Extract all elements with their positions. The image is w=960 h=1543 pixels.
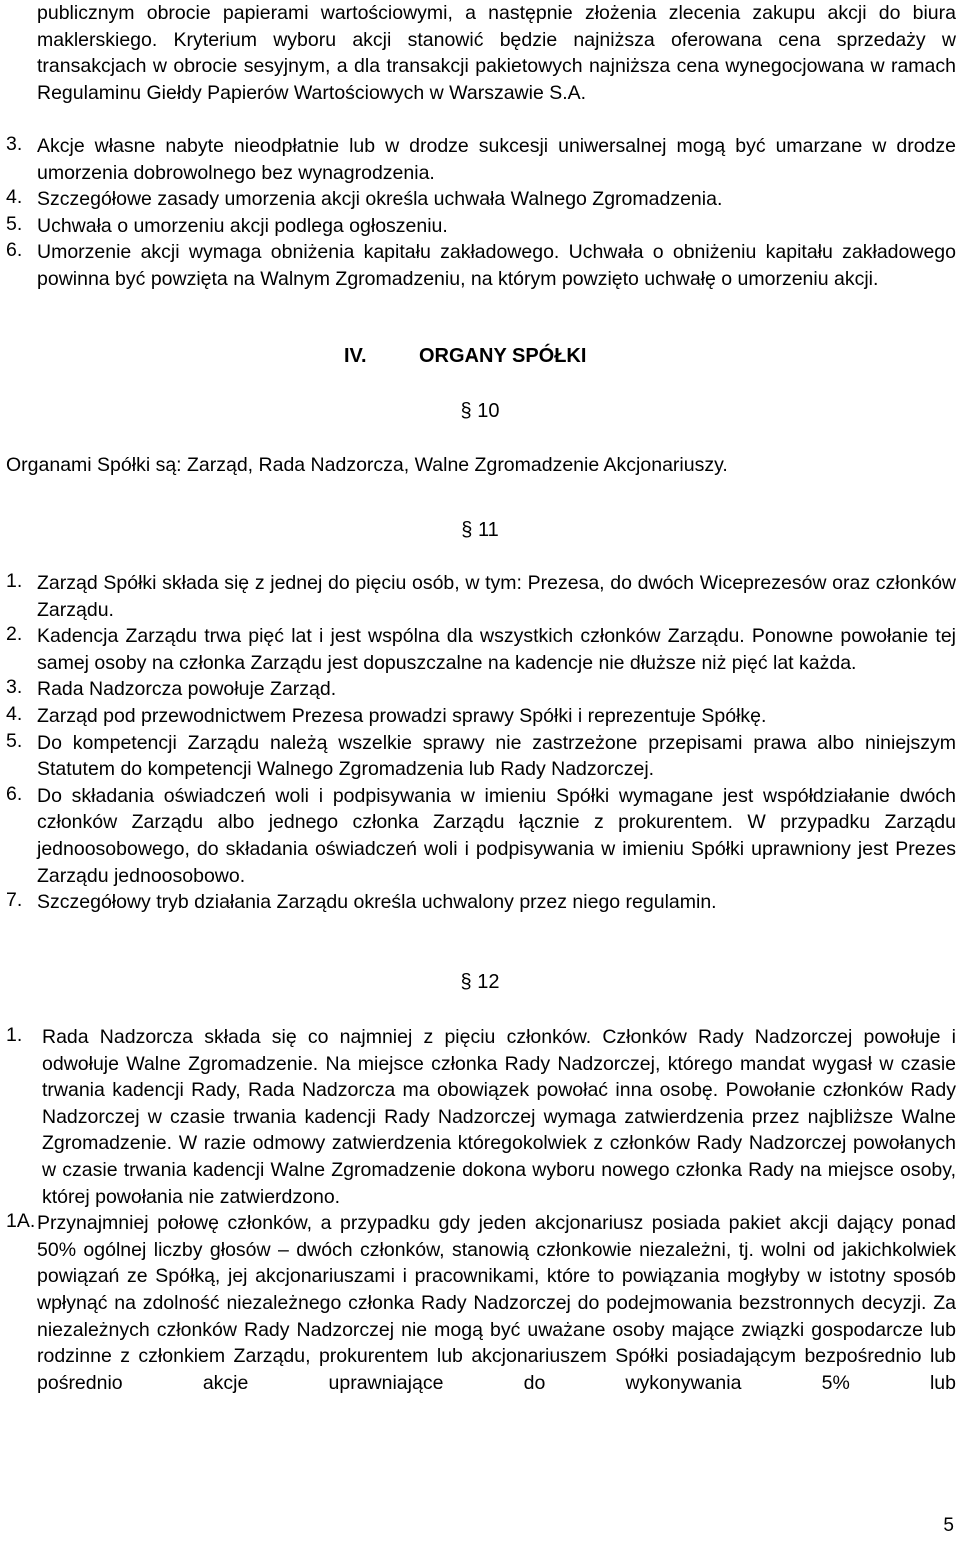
list-item	[6, 133, 956, 186]
item-number: 6.	[6, 239, 23, 262]
item-text: Uchwała o umorzeniu akcji podlega ogłoszeniu.	[37, 214, 448, 237]
chapter-number: IV.	[344, 345, 367, 367]
section3-list	[6, 133, 956, 293]
list-item	[6, 1210, 956, 1396]
item-number: 5.	[6, 212, 23, 235]
item-text: Akcje własne nabyte nieodpłatnie lub w drodze sukcesji uniwersalnej mogą być umarzane w drodze umorzenia dobrowolnego bez wynagrodzenia.	[37, 135, 956, 184]
paragraph-12-label: § 12	[460, 971, 500, 993]
list-item	[6, 570, 956, 623]
list-item	[6, 783, 956, 889]
intro-paragraph	[6, 0, 956, 106]
item-number: 3.	[6, 676, 23, 699]
list-item	[6, 730, 956, 783]
list-item	[6, 1024, 956, 1210]
intro-text: publicznym obrocie papierami wartościowymi, a następnie złożenia zlecenia zakupu akcji do biura maklerskiego. Kryterium wyboru akcji stanowić będzie najniższa oferowana cena sprzedaży w transakcjach w obrocie sesyjnym, a dla transakcji pakietowych najniższa cena wynegocjowana w ramach Regulaminu Giełdy Papierów Wartościowych w Warszawie S.A.	[37, 2, 956, 104]
item-number: 3.	[6, 133, 23, 155]
item-number: 5.	[6, 729, 23, 752]
item-text: Rada Nadzorcza składa się co najmniej z pięciu członków. Członków Rady Nadzorczej powołuje i odwołuje Walne Zgromadzenie. Na miejsce członka Rady Nadzorczej, którego mandat wygasł w czasie trwania kadencji Rady, Rada Nadzorcza ma obowiązek powołać inna osobę. Powołanie członków Rady Nadzorczej w czasie trwania kadencji Rady Nadzorczej wymaga zatwierdzenia przez najbliższe Walne Zgromadzenie. W razie odmowy zatwierdzenia któregokolwiek z członków Rady Nadzorczej powołanych w czasie trwania kadencji Walne Zgromadzenie dokona wyboru nowego członka Rady na miejsce osoby, której powołania nie zatwierdzono.	[42, 1026, 956, 1208]
list-item	[6, 186, 956, 213]
item-text: Szczegółowe zasady umorzenia akcji określa uchwała Walnego Zgromadzenia.	[37, 188, 723, 211]
list-item	[6, 213, 956, 240]
paragraph-10-label: § 10	[460, 400, 500, 422]
paragraph-12-list	[6, 1024, 956, 1396]
item-text: Do składania oświadczeń woli i podpisywania w imieniu Spółki wymagane jest współdziałanie dwóch członków Zarządu albo jednego członka Zarządu łącznie z prokurentem. W przypadku Zarządu jednoosobowego, do składania oświadczeń woli i podpisywania w imieniu Spółki uprawniony jest Prezes Zarządu jednoosobowo.	[37, 784, 956, 887]
item-text: Zarząd pod przewodnictwem Prezesa prowadzi sprawy Spółki i reprezentuje Spółkę.	[37, 704, 767, 727]
item-text: Do kompetencji Zarządu należą wszelkie sprawy nie zastrzeżone przepisami prawa albo niniejszym Statutem do kompetencji Walnego Zgromadzenia lub Rady Nadzorczej.	[37, 731, 956, 781]
item-text: Przynajmniej połowę członków, a przypadku gdy jeden akcjonariusz posiada pakiet akcji dający ponad 50% ogólnej liczby głosów – dwóch członków, stanowią członkowie niezależni, tj. wolni od jakichkolwiek powiązań ze Spółką, jej akcjonariuszami i pracownikami, które to powiązania mogłyby w istotny sposób wpłynąć na zdolność niezależnego członka Rady Nadzorczej do podejmowania bezstronnych decyzji. Za niezależnych członków Rady Nadzorczej nie mogą być uważane osoby mające związki gospodarcze lub rodzinne z członkiem Zarządu, prokurentem lub akcjonariuszem Spółki posiadającym bezpośrednio lub pośrednio akcje uprawniające do wykonywania 5% lub	[37, 1212, 956, 1394]
list-item	[6, 676, 956, 703]
list-item	[6, 889, 956, 916]
item-number: 4.	[6, 186, 23, 209]
item-number: 4.	[6, 702, 23, 725]
item-text: Zarząd Spółki składa się z jednej do pięciu osób, w tym: Prezesa, do dwóch Wiceprezesów oraz członków Zarządu.	[37, 572, 956, 621]
item-text: Kadencja Zarządu trwa pięć lat i jest wspólna dla wszystkich członków Zarządu. Ponowne powołanie tej samej osoby na członka Zarządu jest dopuszczalne na kadencje nie dłuższe niż pięć lat każda.	[37, 625, 956, 674]
list-item	[6, 623, 956, 676]
item-number: 1.	[6, 570, 23, 592]
list-item	[6, 703, 956, 730]
item-text: Szczegółowy tryb działania Zarządu określa uchwalony przez niego regulamin.	[37, 891, 717, 914]
paragraph-10-text: Organami Spółki są: Zarząd, Rada Nadzorcza, Walne Zgromadzenie Akcjonariuszy.	[6, 454, 728, 476]
item-number: 2.	[6, 623, 23, 646]
list-item	[6, 239, 956, 292]
paragraph-11-label: § 11	[461, 519, 499, 541]
item-number: 1A.	[6, 1210, 36, 1233]
chapter-title: ORGANY SPÓŁKI	[419, 345, 587, 367]
paragraph-11-list	[6, 570, 956, 916]
item-number: 1.	[6, 1024, 23, 1046]
item-text: Umorzenie akcji wymaga obniżenia kapitału zakładowego. Uchwała o obniżeniu kapitału zakładowego powinna być powzięta na Walnym Zgromadzeniu, na którym powzięto uchwałę o umorzeniu akcji.	[37, 241, 956, 290]
page-number: 5	[943, 1515, 954, 1536]
paragraph-10-body	[6, 452, 956, 479]
item-number: 7.	[6, 889, 23, 912]
item-text: Rada Nadzorcza powołuje Zarząd.	[37, 678, 337, 701]
item-number: 6.	[6, 782, 23, 805]
